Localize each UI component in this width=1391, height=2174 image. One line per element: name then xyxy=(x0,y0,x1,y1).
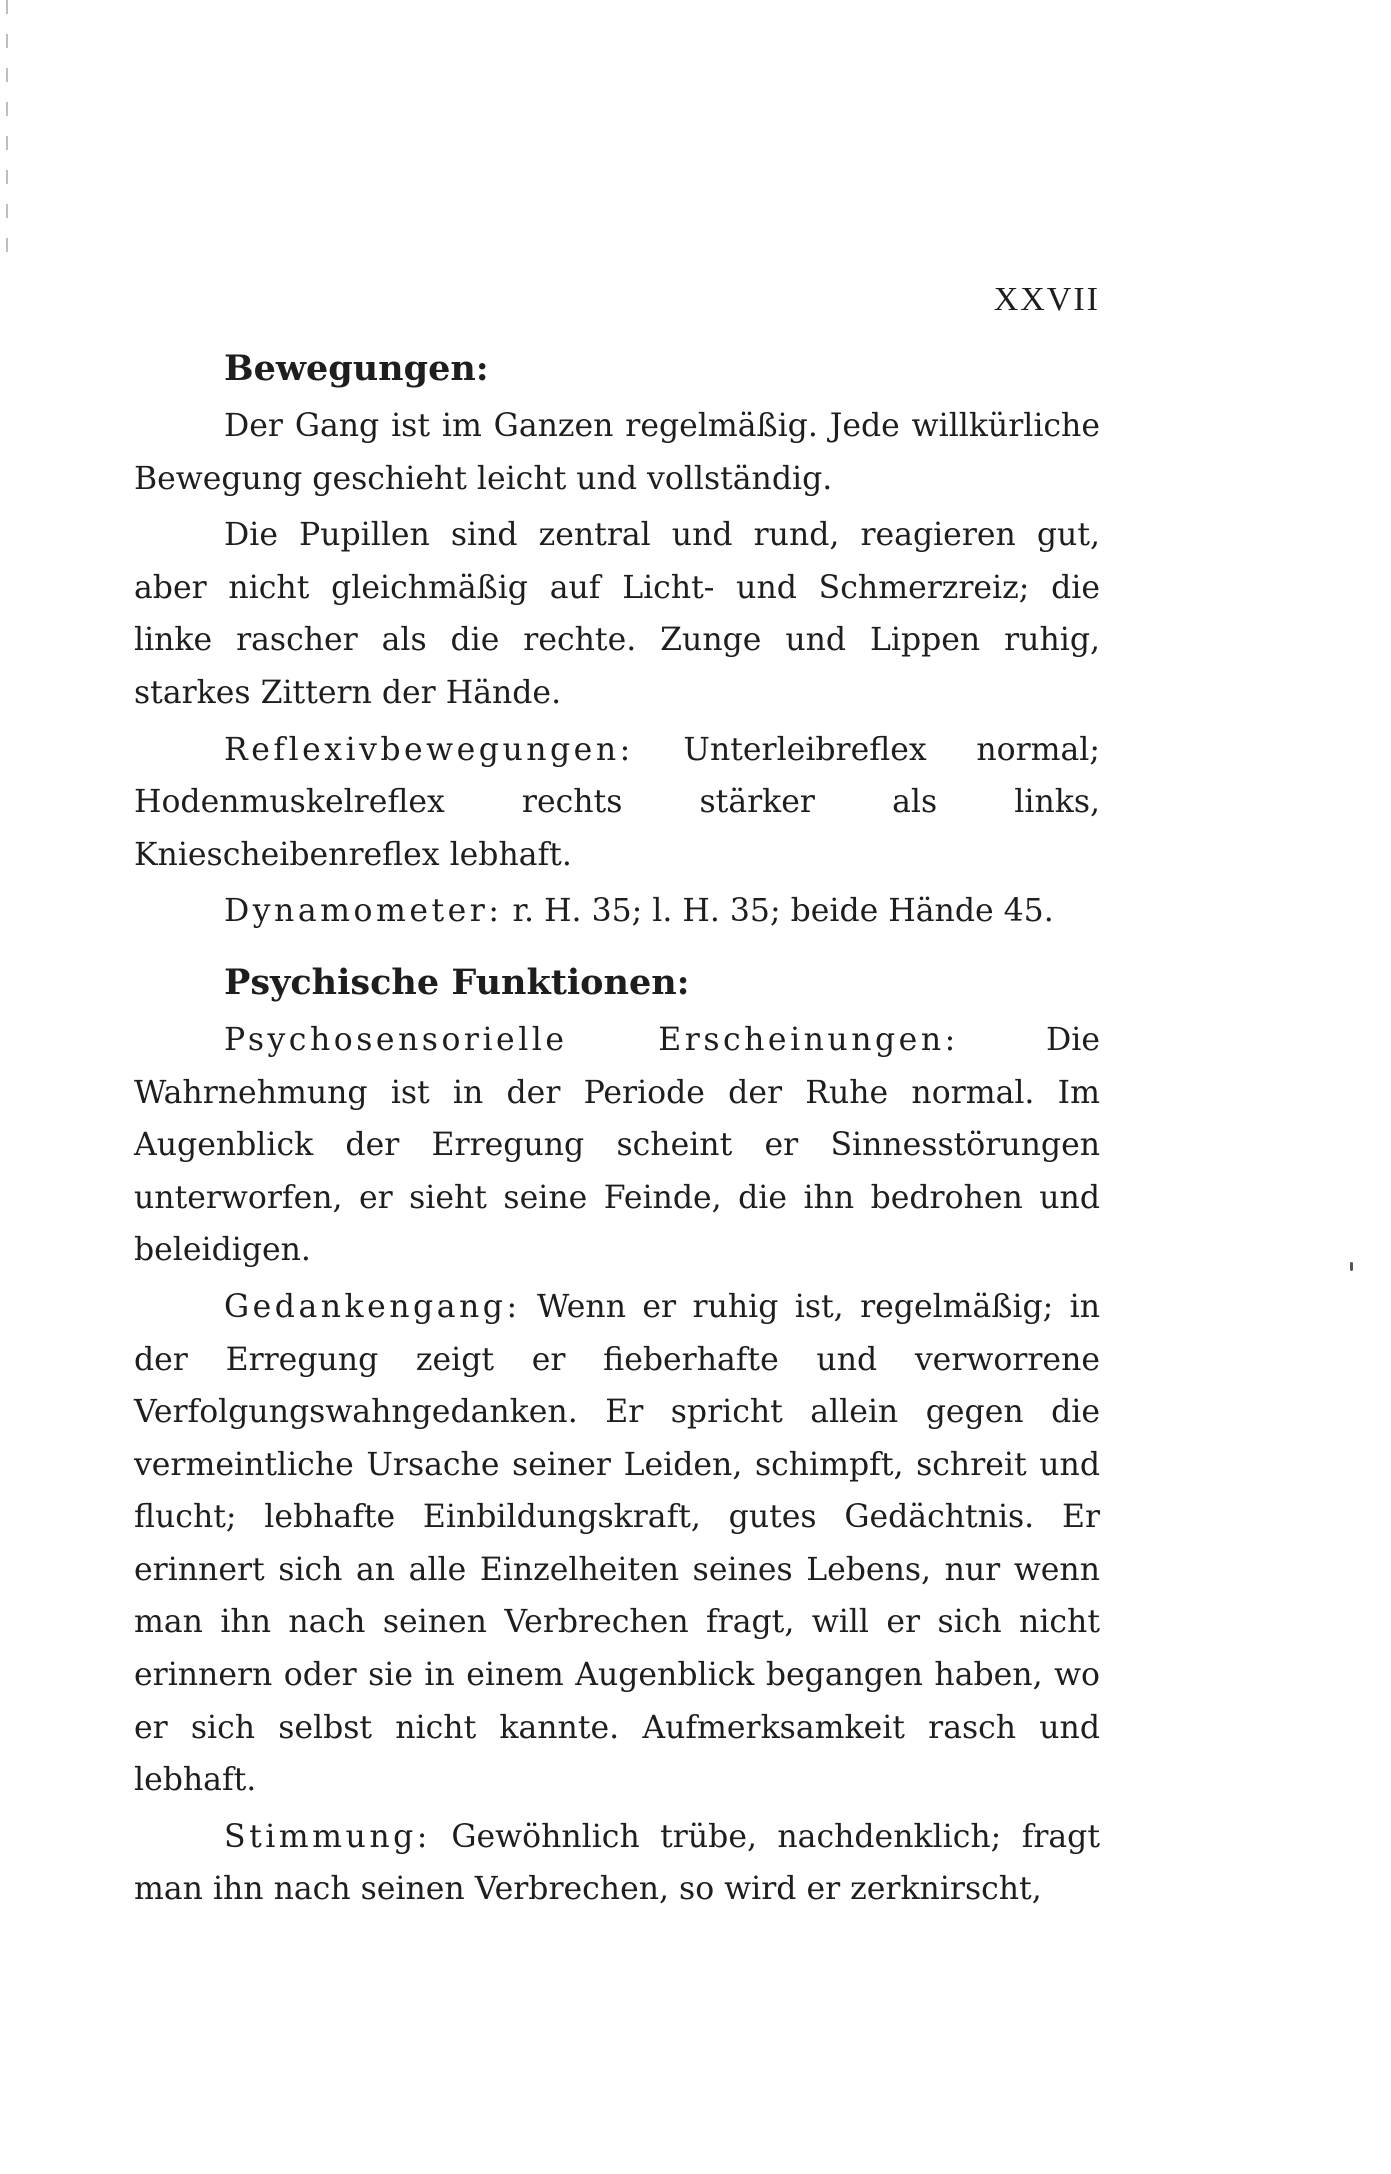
page-number: XXVII xyxy=(993,281,1100,318)
section-heading: Bewegungen: xyxy=(224,348,489,389)
paragraph-text: Die Pupillen sind zentral und rund, reagieren gut, aber nicht gleichmäßig auf Licht- und Schmerzreiz; die linke rascher als die rechte. Zunge und Lippen ruhig, starkes Zittern der Hände. xyxy=(134,517,1100,711)
paragraph-text: Die Wahrnehmung ist in der Periode der Ruhe normal. Im Augenblick der Erregung scheint er Sinnesstörungen unterworfen, er sieht seine Feinde, die ihn bedrohen und beleidigen. xyxy=(134,1021,1100,1269)
paragraph xyxy=(134,509,1100,719)
paragraph xyxy=(134,1281,1100,1807)
paragraph xyxy=(134,885,1100,938)
section-heading: Psychische Funktionen: xyxy=(224,961,690,1003)
scan-edge-marks xyxy=(6,0,8,270)
section-psychic-functions xyxy=(134,956,1100,1916)
paragraph-text: Gewöhnlich trübe, nachdenklich; fragt man ihn nach seinen Verbrechen, so wird er zerknirscht, xyxy=(134,1818,1101,1908)
paragraph xyxy=(134,724,1100,882)
paragraph-lead: Dynamometer: xyxy=(224,893,503,930)
paragraph xyxy=(134,1014,1100,1277)
paragraph-lead: Psychosensorielle Erscheinungen: xyxy=(224,1021,959,1058)
section-movements xyxy=(134,342,1100,938)
paragraph-text: r. H. 35; l. H. 35; beide Hände 45. xyxy=(512,893,1054,930)
paragraph-text: Der Gang ist im Ganzen regelmäßig. Jede willkürliche Bewegung geschieht leicht und vollständig. xyxy=(134,408,1100,497)
paragraph-lead: Gedankengang: xyxy=(224,1288,521,1325)
paragraph xyxy=(134,400,1100,505)
paragraph-lead: Reflexivbewegungen: xyxy=(224,731,634,768)
scan-speck xyxy=(1350,1262,1353,1271)
paragraph-text: Wenn er ruhig ist, regelmäßig; in der Erregung zeigt er fieberhafte und verworrene Verfolgungswahngedanken. Er spricht allein gegen die vermeintliche Ursache seiner Leiden, schimpft, schreit und flucht; lebhafte Einbildungskraft, gutes Gedächtnis. Er erinnert sich an alle Einzelheiten seines Lebens, nur wenn man ihn nach seinen Verbrechen fragt, will er sich nicht erinnern oder sie in einem Augenblick begangen haben, wo er sich selbst nicht kannte. Aufmerksamkeit rasch und lebhaft. xyxy=(134,1288,1100,1799)
paragraph-text: Unterleibreflex normal; Hodenmuskelreflex rechts stärker als links, Kniescheibenreflex lebhaft. xyxy=(134,731,1100,873)
paragraph-lead: Stimmung: xyxy=(224,1818,431,1855)
paragraph xyxy=(134,1811,1100,1916)
book-page xyxy=(134,280,1100,1916)
